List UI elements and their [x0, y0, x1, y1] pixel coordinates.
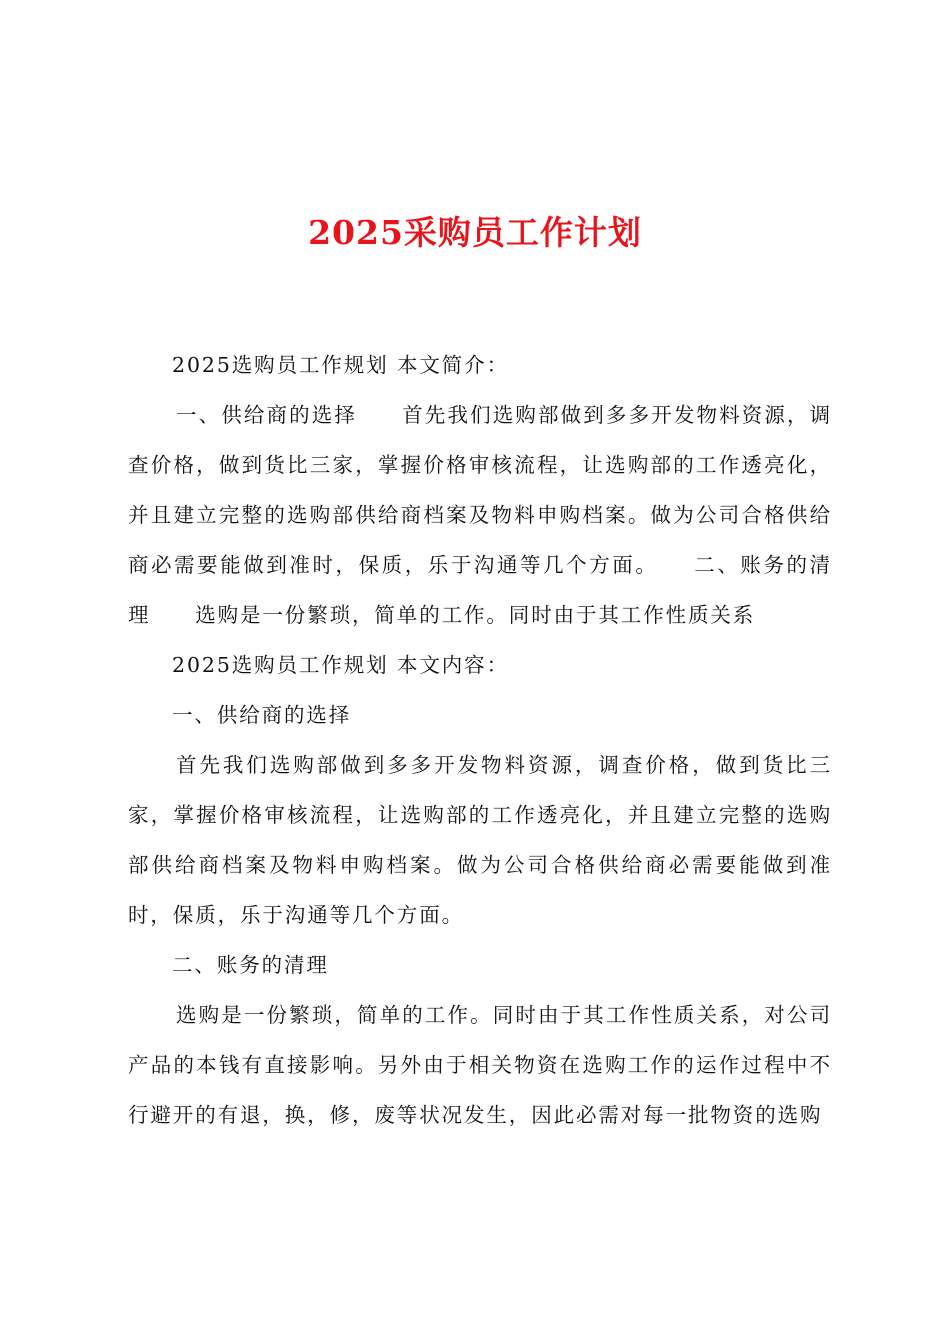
accounts-paragraph: 选购是一份繁琐，简单的工作。同时由于其工作性质关系，对公司产品的本钱有直接影响。另外由于相关物资在选购工作的运作过程中不行避开的有退，换，修，废等状况发生，因此必需对每一批物资的选购 [128, 1003, 832, 1127]
document-title: 2025采购员工作计划 [308, 213, 642, 252]
document-body [128, 340, 832, 1140]
section-heading-supplier: 一、供给商的选择 [172, 703, 352, 727]
supplier-paragraph: 首先我们选购部做到多多开发物料资源，调查价格，做到货比三家，掌握价格审核流程，让选购部的工作透亮化，并且建立完整的选购部供给商档案及物料申购档案。做为公司合格供给商必需要能做到准时，保质，乐于沟通等几个方面。 [128, 753, 832, 927]
intro-heading: 2025选购员工作规划 本文简介： [172, 353, 509, 377]
summary-paragraph: 一、供给商的选择 首先我们选购部做到多多开发物料资源，调查价格，做到货比三家，掌握价格审核流程，让选购部的工作透亮化，并且建立完整的选购部供给商档案及物料申购档案。做为公司合格供给商必需要能做到准时，保质，乐于沟通等几个方面。 二、账务的清理 选购是一份繁琐，简单的工作。同时由于其工作性质关系 [128, 403, 832, 627]
section-heading-accounts: 二、账务的清理 [172, 953, 329, 977]
content-heading: 2025选购员工作规划 本文内容： [172, 653, 509, 677]
